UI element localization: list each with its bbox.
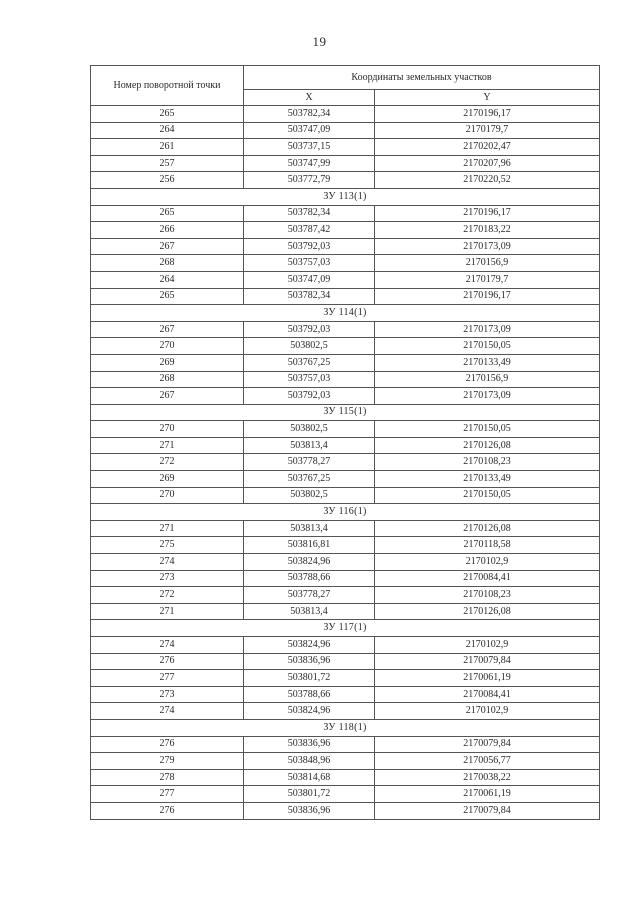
point-number-cell: 273 <box>91 686 244 703</box>
table-row <box>91 255 600 272</box>
x-coordinate-cell: 503747,09 <box>244 122 375 139</box>
x-coordinate-cell: 503836,96 <box>244 653 375 670</box>
y-coordinate-cell: 2170156,9 <box>375 371 600 388</box>
x-coordinate-cell: 503824,96 <box>244 554 375 571</box>
header-y: Y <box>375 90 600 106</box>
point-number-cell: 268 <box>91 255 244 272</box>
x-coordinate-cell: 503788,66 <box>244 570 375 587</box>
section-row <box>91 504 600 521</box>
section-row <box>91 404 600 421</box>
table-row <box>91 637 600 654</box>
page-number: 19 <box>312 34 327 49</box>
point-number-cell: 279 <box>91 753 244 770</box>
point-number-cell: 269 <box>91 471 244 488</box>
table-row <box>91 554 600 571</box>
point-number-cell: 267 <box>91 321 244 338</box>
x-coordinate-cell: 503782,34 <box>244 205 375 222</box>
x-coordinate-cell: 503778,27 <box>244 454 375 471</box>
y-coordinate-cell: 2170126,08 <box>375 520 600 537</box>
x-coordinate-cell: 503801,72 <box>244 670 375 687</box>
point-number-cell: 270 <box>91 338 244 355</box>
table-row <box>91 139 600 156</box>
x-coordinate-cell: 503801,72 <box>244 786 375 803</box>
coordinates-table <box>90 65 600 820</box>
y-coordinate-cell: 2170108,23 <box>375 587 600 604</box>
point-number-cell: 261 <box>91 139 244 156</box>
x-coordinate-cell: 503848,96 <box>244 753 375 770</box>
point-number-cell: 271 <box>91 603 244 620</box>
point-number-cell: 265 <box>91 106 244 123</box>
x-coordinate-cell: 503813,4 <box>244 603 375 620</box>
table-row <box>91 106 600 123</box>
x-coordinate-cell: 503737,15 <box>244 139 375 156</box>
x-coordinate-cell: 503813,4 <box>244 520 375 537</box>
x-coordinate-cell: 503792,03 <box>244 238 375 255</box>
table-row <box>91 587 600 604</box>
header-x: X <box>244 90 375 106</box>
table-row <box>91 338 600 355</box>
point-number-cell: 270 <box>91 487 244 504</box>
section-row <box>91 188 600 205</box>
table-row <box>91 603 600 620</box>
table-row <box>91 172 600 189</box>
table-row <box>91 454 600 471</box>
point-number-cell: 278 <box>91 769 244 786</box>
table-body <box>91 106 600 820</box>
table-row <box>91 421 600 438</box>
section-title: ЗУ 113(1) <box>91 188 600 205</box>
table-row <box>91 238 600 255</box>
point-number-cell: 271 <box>91 520 244 537</box>
y-coordinate-cell: 2170179,7 <box>375 122 600 139</box>
x-coordinate-cell: 503767,25 <box>244 354 375 371</box>
table-row <box>91 288 600 305</box>
point-number-cell: 264 <box>91 122 244 139</box>
x-coordinate-cell: 503782,34 <box>244 288 375 305</box>
x-coordinate-cell: 503782,34 <box>244 106 375 123</box>
point-number-cell: 264 <box>91 271 244 288</box>
table-row <box>91 471 600 488</box>
point-number-cell: 274 <box>91 703 244 720</box>
y-coordinate-cell: 2170196,17 <box>375 106 600 123</box>
table-row <box>91 570 600 587</box>
point-number-cell: 274 <box>91 637 244 654</box>
table-row <box>91 802 600 819</box>
table-row <box>91 354 600 371</box>
point-number-cell: 273 <box>91 570 244 587</box>
section-row <box>91 719 600 736</box>
y-coordinate-cell: 2170079,84 <box>375 653 600 670</box>
y-coordinate-cell: 2170056,77 <box>375 753 600 770</box>
point-number-cell: 272 <box>91 587 244 604</box>
point-number-cell: 265 <box>91 288 244 305</box>
y-coordinate-cell: 2170173,09 <box>375 388 600 405</box>
point-number-cell: 269 <box>91 354 244 371</box>
table-row <box>91 437 600 454</box>
section-row <box>91 620 600 637</box>
y-coordinate-cell: 2170079,84 <box>375 736 600 753</box>
y-coordinate-cell: 2170202,47 <box>375 139 600 156</box>
point-number-cell: 267 <box>91 238 244 255</box>
point-number-cell: 277 <box>91 786 244 803</box>
section-row <box>91 305 600 322</box>
x-coordinate-cell: 503814,68 <box>244 769 375 786</box>
header-coordinates: Координаты земельных участков <box>244 66 600 90</box>
table-row <box>91 520 600 537</box>
table-row <box>91 753 600 770</box>
point-number-cell: 268 <box>91 371 244 388</box>
table-row <box>91 205 600 222</box>
y-coordinate-cell: 2170102,9 <box>375 703 600 720</box>
x-coordinate-cell: 503802,5 <box>244 338 375 355</box>
table-row <box>91 686 600 703</box>
point-number-cell: 277 <box>91 670 244 687</box>
section-title: ЗУ 118(1) <box>91 719 600 736</box>
x-coordinate-cell: 503824,96 <box>244 637 375 654</box>
point-number-cell: 270 <box>91 421 244 438</box>
table-header <box>91 66 600 106</box>
table-row <box>91 537 600 554</box>
section-title: ЗУ 116(1) <box>91 504 600 521</box>
y-coordinate-cell: 2170133,49 <box>375 354 600 371</box>
x-coordinate-cell: 503813,4 <box>244 437 375 454</box>
x-coordinate-cell: 503772,79 <box>244 172 375 189</box>
y-coordinate-cell: 2170150,05 <box>375 338 600 355</box>
y-coordinate-cell: 2170173,09 <box>375 238 600 255</box>
point-number-cell: 276 <box>91 736 244 753</box>
x-coordinate-cell: 503836,96 <box>244 802 375 819</box>
x-coordinate-cell: 503802,5 <box>244 487 375 504</box>
y-coordinate-cell: 2170220,52 <box>375 172 600 189</box>
y-coordinate-cell: 2170133,49 <box>375 471 600 488</box>
x-coordinate-cell: 503836,96 <box>244 736 375 753</box>
point-number-cell: 271 <box>91 437 244 454</box>
point-number-cell: 257 <box>91 155 244 172</box>
x-coordinate-cell: 503747,09 <box>244 271 375 288</box>
header-point-number: Номер поворотной точки <box>91 66 244 106</box>
point-number-cell: 276 <box>91 802 244 819</box>
table-row <box>91 371 600 388</box>
y-coordinate-cell: 2170084,41 <box>375 686 600 703</box>
x-coordinate-cell: 503778,27 <box>244 587 375 604</box>
x-coordinate-cell: 503747,99 <box>244 155 375 172</box>
table-row <box>91 786 600 803</box>
y-coordinate-cell: 2170173,09 <box>375 321 600 338</box>
table-row <box>91 271 600 288</box>
point-number-cell: 265 <box>91 205 244 222</box>
x-coordinate-cell: 503792,03 <box>244 388 375 405</box>
point-number-cell: 267 <box>91 388 244 405</box>
table-row <box>91 487 600 504</box>
y-coordinate-cell: 2170118,58 <box>375 537 600 554</box>
table-row <box>91 155 600 172</box>
y-coordinate-cell: 2170061,19 <box>375 670 600 687</box>
point-number-cell: 272 <box>91 454 244 471</box>
table-row <box>91 736 600 753</box>
y-coordinate-cell: 2170102,9 <box>375 637 600 654</box>
y-coordinate-cell: 2170126,08 <box>375 603 600 620</box>
y-coordinate-cell: 2170108,23 <box>375 454 600 471</box>
y-coordinate-cell: 2170183,22 <box>375 222 600 239</box>
table-row <box>91 703 600 720</box>
table-row <box>91 122 600 139</box>
x-coordinate-cell: 503787,42 <box>244 222 375 239</box>
section-title: ЗУ 114(1) <box>91 305 600 322</box>
point-number-cell: 256 <box>91 172 244 189</box>
table-row <box>91 321 600 338</box>
y-coordinate-cell: 2170102,9 <box>375 554 600 571</box>
point-number-cell: 275 <box>91 537 244 554</box>
table-row <box>91 222 600 239</box>
y-coordinate-cell: 2170038,22 <box>375 769 600 786</box>
y-coordinate-cell: 2170061,19 <box>375 786 600 803</box>
y-coordinate-cell: 2170196,17 <box>375 205 600 222</box>
section-title: ЗУ 115(1) <box>91 404 600 421</box>
y-coordinate-cell: 2170179,7 <box>375 271 600 288</box>
x-coordinate-cell: 503792,03 <box>244 321 375 338</box>
table-row <box>91 670 600 687</box>
x-coordinate-cell: 503816,81 <box>244 537 375 554</box>
y-coordinate-cell: 2170150,05 <box>375 487 600 504</box>
y-coordinate-cell: 2170207,96 <box>375 155 600 172</box>
y-coordinate-cell: 2170156,9 <box>375 255 600 272</box>
y-coordinate-cell: 2170084,41 <box>375 570 600 587</box>
y-coordinate-cell: 2170150,05 <box>375 421 600 438</box>
x-coordinate-cell: 503788,66 <box>244 686 375 703</box>
table-row <box>91 653 600 670</box>
y-coordinate-cell: 2170079,84 <box>375 802 600 819</box>
x-coordinate-cell: 503824,96 <box>244 703 375 720</box>
point-number-cell: 266 <box>91 222 244 239</box>
y-coordinate-cell: 2170126,08 <box>375 437 600 454</box>
x-coordinate-cell: 503757,03 <box>244 255 375 272</box>
point-number-cell: 276 <box>91 653 244 670</box>
table-row <box>91 388 600 405</box>
x-coordinate-cell: 503802,5 <box>244 421 375 438</box>
section-title: ЗУ 117(1) <box>91 620 600 637</box>
x-coordinate-cell: 503757,03 <box>244 371 375 388</box>
point-number-cell: 274 <box>91 554 244 571</box>
x-coordinate-cell: 503767,25 <box>244 471 375 488</box>
y-coordinate-cell: 2170196,17 <box>375 288 600 305</box>
table-row <box>91 769 600 786</box>
